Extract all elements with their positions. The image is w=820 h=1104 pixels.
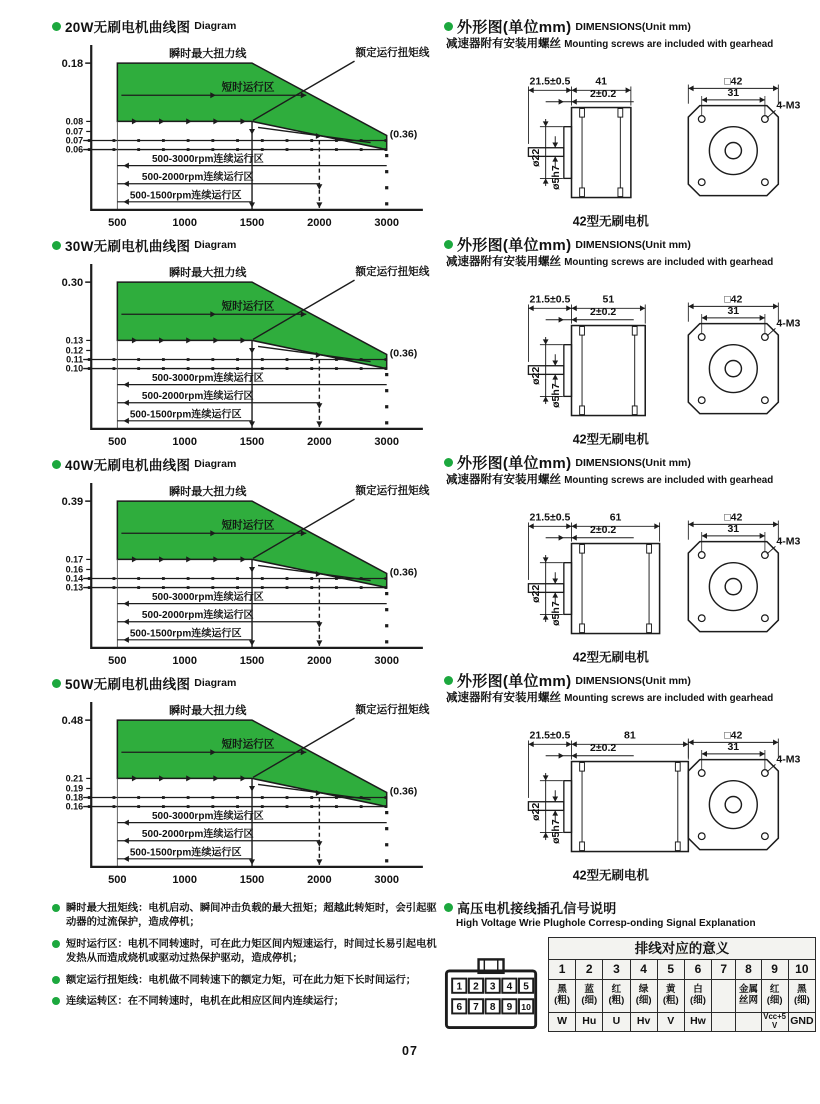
note-item — [52, 902, 440, 931]
svg-text:4-M3: 4-M3 — [776, 535, 801, 548]
svg-text:短时运行区: 短时运行区 — [221, 300, 275, 313]
svg-text:瞬时最大扭力线: 瞬时最大扭力线 — [169, 267, 247, 280]
svg-text:ø22: ø22 — [529, 802, 542, 822]
bullet-icon — [444, 22, 453, 31]
dimension-section-4 — [444, 670, 816, 888]
pin-number: 2 — [576, 960, 603, 980]
svg-text:2000: 2000 — [307, 216, 332, 229]
svg-text:3000: 3000 — [374, 873, 399, 886]
svg-text:500-2000rpm连续运行区: 500-2000rpm连续运行区 — [141, 391, 254, 403]
wiring-table-header: 排线对应的意义 — [549, 938, 816, 960]
torque-curve-chart-50w — [52, 694, 440, 895]
pin-signal: W — [549, 1013, 576, 1032]
dimension-title: 外形图(单位mm) — [457, 673, 572, 690]
svg-text:500-3000rpm连续运行区: 500-3000rpm连续运行区 — [151, 811, 264, 823]
svg-text:2000: 2000 — [307, 435, 332, 448]
svg-text:ø5h7: ø5h7 — [550, 383, 563, 409]
bullet-icon — [444, 676, 453, 685]
svg-text:额定运行扭矩线: 额定运行扭矩线 — [355, 485, 430, 498]
svg-text:短时运行区: 短时运行区 — [221, 81, 275, 94]
dimension-section-1 — [444, 16, 816, 234]
pin-signal: Hw — [684, 1013, 711, 1032]
pin-number: 9 — [761, 960, 788, 980]
svg-text:51: 51 — [602, 293, 615, 306]
svg-text:0.19: 0.19 — [65, 783, 84, 794]
wire-color — [712, 980, 736, 1013]
svg-text:□42: □42 — [724, 293, 743, 306]
svg-text:500-3000rpm连续运行区: 500-3000rpm连续运行区 — [151, 373, 264, 385]
note-text: 额定运行扭矩线：电机做不同转速下的额定力矩，可在此力矩下长时间运行； — [66, 974, 417, 986]
chart-section-20w — [52, 16, 442, 235]
svg-text:0.10: 0.10 — [65, 363, 84, 374]
wire-color: 红(细) — [761, 980, 788, 1013]
chart-section-30w — [52, 235, 442, 454]
subtitle-cn: 减速器附有安装用螺丝 — [446, 38, 561, 50]
svg-text:500-2000rpm连续运行区: 500-2000rpm连续运行区 — [141, 829, 254, 841]
svg-text:500-3000rpm连续运行区: 500-3000rpm连续运行区 — [151, 592, 264, 604]
svg-text:500: 500 — [108, 873, 127, 886]
svg-text:0.48: 0.48 — [61, 715, 84, 728]
subtitle-en: Mounting screws are included with gearhead — [564, 693, 774, 704]
wire-color: 红(粗) — [603, 980, 630, 1013]
chart-title-en: Diagram — [194, 458, 237, 470]
svg-text:0.16: 0.16 — [65, 564, 84, 575]
wire-color: 绿(细) — [630, 980, 657, 1013]
svg-text:0.13: 0.13 — [65, 335, 84, 346]
dimension-subtitle — [446, 474, 816, 487]
svg-text:0.30: 0.30 — [61, 277, 84, 290]
pin-number: 10 — [788, 960, 815, 980]
dimensions-column — [444, 16, 816, 1032]
pin-number: 7 — [712, 960, 736, 980]
svg-text:2000: 2000 — [307, 873, 332, 886]
svg-text:0.14: 0.14 — [65, 573, 84, 584]
svg-text:额定运行扭矩线: 额定运行扭矩线 — [355, 266, 430, 279]
svg-text:0.07: 0.07 — [65, 135, 84, 146]
pin-number: 3 — [603, 960, 630, 980]
svg-text:4-M3: 4-M3 — [776, 753, 801, 766]
svg-text:1000: 1000 — [172, 216, 197, 229]
chart-section-50w — [52, 673, 442, 892]
pin-number: 8 — [736, 960, 761, 980]
svg-text:(0.36): (0.36) — [389, 128, 418, 141]
pin-signal — [712, 1013, 736, 1032]
page-number: 07 — [402, 1044, 418, 1058]
dimension-title-en: DIMENSIONS(Unit mm) — [575, 238, 691, 251]
svg-text:ø22: ø22 — [529, 366, 542, 386]
svg-text:2±0.2: 2±0.2 — [589, 88, 617, 101]
chart-title: 30W无刷电机曲线图 — [65, 239, 191, 254]
svg-text:500-2000rpm连续运行区: 500-2000rpm连续运行区 — [141, 610, 254, 622]
pin-signal: Vcc+5V — [761, 1013, 788, 1032]
svg-text:0.39: 0.39 — [61, 496, 84, 509]
motor-dimension-drawing-61 — [444, 488, 812, 668]
svg-text:ø22: ø22 — [529, 584, 542, 604]
bullet-icon — [444, 240, 453, 249]
torque-curve-chart-40w — [52, 475, 440, 676]
dimension-section-title — [444, 670, 816, 691]
svg-text:□42: □42 — [724, 729, 743, 742]
svg-text:1000: 1000 — [172, 654, 197, 667]
note-text: 瞬时最大扭矩线：电机启动、瞬间冲击负载的最大扭矩；超越此转矩时，会引起驱动器的过流保护，造成停机； — [66, 903, 437, 929]
svg-text:42型无刷电机: 42型无刷电机 — [572, 214, 649, 229]
svg-text:2000: 2000 — [307, 654, 332, 667]
svg-text:0.06: 0.06 — [65, 144, 84, 155]
torque-curve-chart-30w — [52, 256, 440, 457]
svg-text:1000: 1000 — [172, 873, 197, 886]
svg-text:3000: 3000 — [374, 435, 399, 448]
svg-text:4: 4 — [506, 981, 513, 993]
svg-text:2: 2 — [473, 981, 479, 993]
motor-dimension-drawing-51 — [444, 270, 812, 450]
dimension-section-title — [444, 452, 816, 473]
bullet-icon — [52, 460, 61, 469]
wiring-section-title — [444, 898, 816, 917]
svg-text:10: 10 — [521, 1002, 531, 1013]
svg-text:1500: 1500 — [239, 216, 265, 229]
dimension-subtitle — [446, 692, 816, 705]
svg-text:(0.36): (0.36) — [389, 566, 418, 579]
svg-text:21.5±0.5: 21.5±0.5 — [529, 293, 571, 306]
svg-text:1000: 1000 — [172, 435, 197, 448]
chart-title: 40W无刷电机曲线图 — [65, 458, 191, 473]
chart-section-title — [52, 454, 442, 474]
svg-text:ø22: ø22 — [529, 148, 542, 168]
bullet-icon — [52, 940, 60, 948]
svg-text:额定运行扭矩线: 额定运行扭矩线 — [355, 704, 430, 717]
svg-text:2±0.2: 2±0.2 — [589, 306, 617, 319]
svg-text:31: 31 — [727, 87, 740, 100]
svg-text:1500: 1500 — [239, 435, 265, 448]
connector-plug-icon — [444, 954, 540, 1032]
svg-text:3000: 3000 — [374, 654, 399, 667]
svg-text:0.16: 0.16 — [65, 801, 84, 812]
subtitle-en: Mounting screws are included with gearhead — [564, 475, 774, 486]
svg-text:□42: □42 — [724, 75, 743, 88]
wiring-title-en: High Voltage Wrie Plughole Corresp-onding Signal Explanation — [456, 918, 756, 929]
svg-text:21.5±0.5: 21.5±0.5 — [529, 75, 571, 88]
svg-text:0.12: 0.12 — [65, 345, 84, 356]
wiring-table — [548, 937, 816, 1032]
chart-title-en: Diagram — [194, 20, 237, 32]
chart-title: 50W无刷电机曲线图 — [65, 677, 191, 692]
subtitle-cn: 减速器附有安装用螺丝 — [446, 474, 561, 486]
charts-column — [52, 16, 442, 1016]
svg-text:(0.36): (0.36) — [389, 785, 418, 798]
wire-color: 金属丝网 — [736, 980, 761, 1013]
svg-text:0.08: 0.08 — [65, 116, 84, 127]
motor-dimension-drawing-41 — [444, 52, 812, 232]
pin-signal — [736, 1013, 761, 1032]
dimension-title-en: DIMENSIONS(Unit mm) — [575, 456, 691, 469]
svg-text:0.21: 0.21 — [65, 773, 84, 784]
svg-text:500: 500 — [108, 654, 127, 667]
torque-curve-chart-20w — [52, 37, 440, 238]
subtitle-cn: 减速器附有安装用螺丝 — [446, 256, 561, 268]
svg-text:0.17: 0.17 — [65, 554, 84, 565]
subtitle-en: Mounting screws are included with gearhead — [564, 39, 774, 50]
svg-text:2±0.2: 2±0.2 — [589, 742, 617, 755]
note-text: 短时运行区：电机不同转速时，可在此力矩区间内短速运行，时间过长易引起电机发热从而造成烧机或驱动过热保护驱动，造成停机； — [66, 938, 437, 965]
svg-text:□42: □42 — [724, 511, 743, 524]
dimension-title: 外形图(单位mm) — [457, 455, 572, 472]
svg-text:500-2000rpm连续运行区: 500-2000rpm连续运行区 — [141, 172, 254, 184]
svg-text:瞬时最大扭力线: 瞬时最大扭力线 — [169, 48, 247, 61]
dimension-title: 外形图(单位mm) — [457, 237, 572, 254]
pin-signal: Hv — [630, 1013, 657, 1032]
svg-text:8: 8 — [489, 1002, 496, 1014]
wire-color: 白(细) — [684, 980, 711, 1013]
wire-color: 蓝(细) — [576, 980, 603, 1013]
bullet-icon — [52, 679, 61, 688]
note-text: 连续运转区：在不同转速时，电机在此相应区间内连续运行； — [66, 996, 345, 1008]
subtitle-cn: 减速器附有安装用螺丝 — [446, 692, 561, 704]
svg-text:0.07: 0.07 — [65, 126, 84, 137]
svg-text:500: 500 — [108, 216, 127, 229]
svg-text:81: 81 — [624, 729, 636, 742]
svg-text:1500: 1500 — [239, 873, 265, 886]
svg-text:瞬时最大扭力线: 瞬时最大扭力线 — [169, 486, 247, 499]
chart-title-en: Diagram — [194, 677, 237, 689]
wire-color: 黑(细) — [788, 980, 815, 1013]
pin-signal: Hu — [576, 1013, 603, 1032]
wiring-section — [444, 898, 816, 1032]
wiring-row — [444, 937, 816, 1032]
bullet-icon — [52, 241, 61, 250]
svg-text:31: 31 — [727, 523, 740, 536]
svg-text:3: 3 — [489, 981, 496, 993]
svg-text:41: 41 — [595, 75, 608, 88]
chart-title-en: Diagram — [194, 239, 237, 251]
dimension-title-en: DIMENSIONS(Unit mm) — [575, 20, 691, 33]
notes-list — [52, 902, 440, 1009]
dimension-section-3 — [444, 452, 816, 670]
svg-text:4-M3: 4-M3 — [776, 99, 801, 112]
subtitle-en: Mounting screws are included with gearhead — [564, 257, 774, 268]
pin-signal: GND — [788, 1013, 815, 1032]
chart-section-title — [52, 16, 442, 36]
note-item — [52, 938, 440, 967]
chart-section-40w — [52, 454, 442, 673]
svg-text:7: 7 — [473, 1002, 479, 1014]
svg-text:42型无刷电机: 42型无刷电机 — [572, 868, 649, 883]
svg-text:42型无刷电机: 42型无刷电机 — [572, 650, 649, 665]
wire-color: 黄(粗) — [657, 980, 684, 1013]
svg-text:5: 5 — [523, 981, 529, 993]
svg-text:42型无刷电机: 42型无刷电机 — [572, 432, 649, 447]
svg-text:0.13: 0.13 — [65, 582, 84, 593]
wiring-title: 高压电机接线插孔信号说明 — [457, 901, 617, 916]
chart-section-title — [52, 235, 442, 255]
svg-text:0.11: 0.11 — [66, 354, 84, 365]
svg-text:9: 9 — [506, 1002, 513, 1014]
svg-text:500-3000rpm连续运行区: 500-3000rpm连续运行区 — [151, 154, 264, 166]
svg-text:1500: 1500 — [239, 654, 265, 667]
pin-number: 5 — [657, 960, 684, 980]
pin-signal: U — [603, 1013, 630, 1032]
bullet-icon — [444, 458, 453, 467]
svg-text:500-1500rpm连续运行区: 500-1500rpm连续运行区 — [129, 628, 242, 640]
bullet-icon — [444, 903, 453, 912]
svg-text:1: 1 — [456, 981, 463, 993]
svg-text:2±0.2: 2±0.2 — [589, 524, 617, 537]
wire-color: 黑(粗) — [549, 980, 576, 1013]
svg-text:500-1500rpm连续运行区: 500-1500rpm连续运行区 — [129, 190, 242, 202]
svg-text:短时运行区: 短时运行区 — [221, 519, 275, 532]
dimension-section-title — [444, 16, 816, 37]
svg-text:3000: 3000 — [374, 216, 399, 229]
note-item — [52, 974, 440, 988]
bullet-icon — [52, 904, 60, 912]
svg-text:21.5±0.5: 21.5±0.5 — [529, 729, 571, 742]
dimension-section-2 — [444, 234, 816, 452]
svg-text:ø5h7: ø5h7 — [550, 819, 563, 845]
chart-section-title — [52, 673, 442, 693]
svg-text:瞬时最大扭力线: 瞬时最大扭力线 — [169, 705, 247, 718]
pin-number: 1 — [549, 960, 576, 980]
motor-dimension-drawing-81 — [444, 706, 812, 886]
svg-text:4-M3: 4-M3 — [776, 317, 801, 330]
dimension-title-en: DIMENSIONS(Unit mm) — [575, 674, 691, 687]
dimension-title: 外形图(单位mm) — [457, 19, 572, 36]
svg-text:(0.36): (0.36) — [389, 347, 418, 360]
svg-text:0.18: 0.18 — [65, 792, 84, 803]
pin-number: 6 — [684, 960, 711, 980]
pin-signal: V — [657, 1013, 684, 1032]
svg-text:ø5h7: ø5h7 — [550, 165, 563, 191]
svg-text:ø5h7: ø5h7 — [550, 601, 563, 627]
chart-title: 20W无刷电机曲线图 — [65, 20, 191, 35]
pin-number: 4 — [630, 960, 657, 980]
svg-text:短时运行区: 短时运行区 — [221, 738, 275, 751]
svg-text:500-1500rpm连续运行区: 500-1500rpm连续运行区 — [129, 847, 242, 859]
svg-text:500-1500rpm连续运行区: 500-1500rpm连续运行区 — [129, 409, 242, 421]
bullet-icon — [52, 976, 60, 984]
svg-text:21.5±0.5: 21.5±0.5 — [529, 511, 571, 524]
svg-text:500: 500 — [108, 435, 127, 448]
dimension-subtitle — [446, 256, 816, 269]
bullet-icon — [52, 997, 60, 1005]
dimension-subtitle — [446, 38, 816, 51]
svg-text:31: 31 — [727, 741, 740, 754]
bullet-icon — [52, 22, 61, 31]
dimension-section-title — [444, 234, 816, 255]
svg-text:31: 31 — [727, 305, 740, 318]
svg-text:0.18: 0.18 — [61, 58, 84, 71]
note-item — [52, 995, 440, 1009]
svg-text:额定运行扭矩线: 额定运行扭矩线 — [355, 47, 430, 60]
svg-text:6: 6 — [456, 1002, 463, 1014]
svg-text:61: 61 — [609, 511, 622, 524]
